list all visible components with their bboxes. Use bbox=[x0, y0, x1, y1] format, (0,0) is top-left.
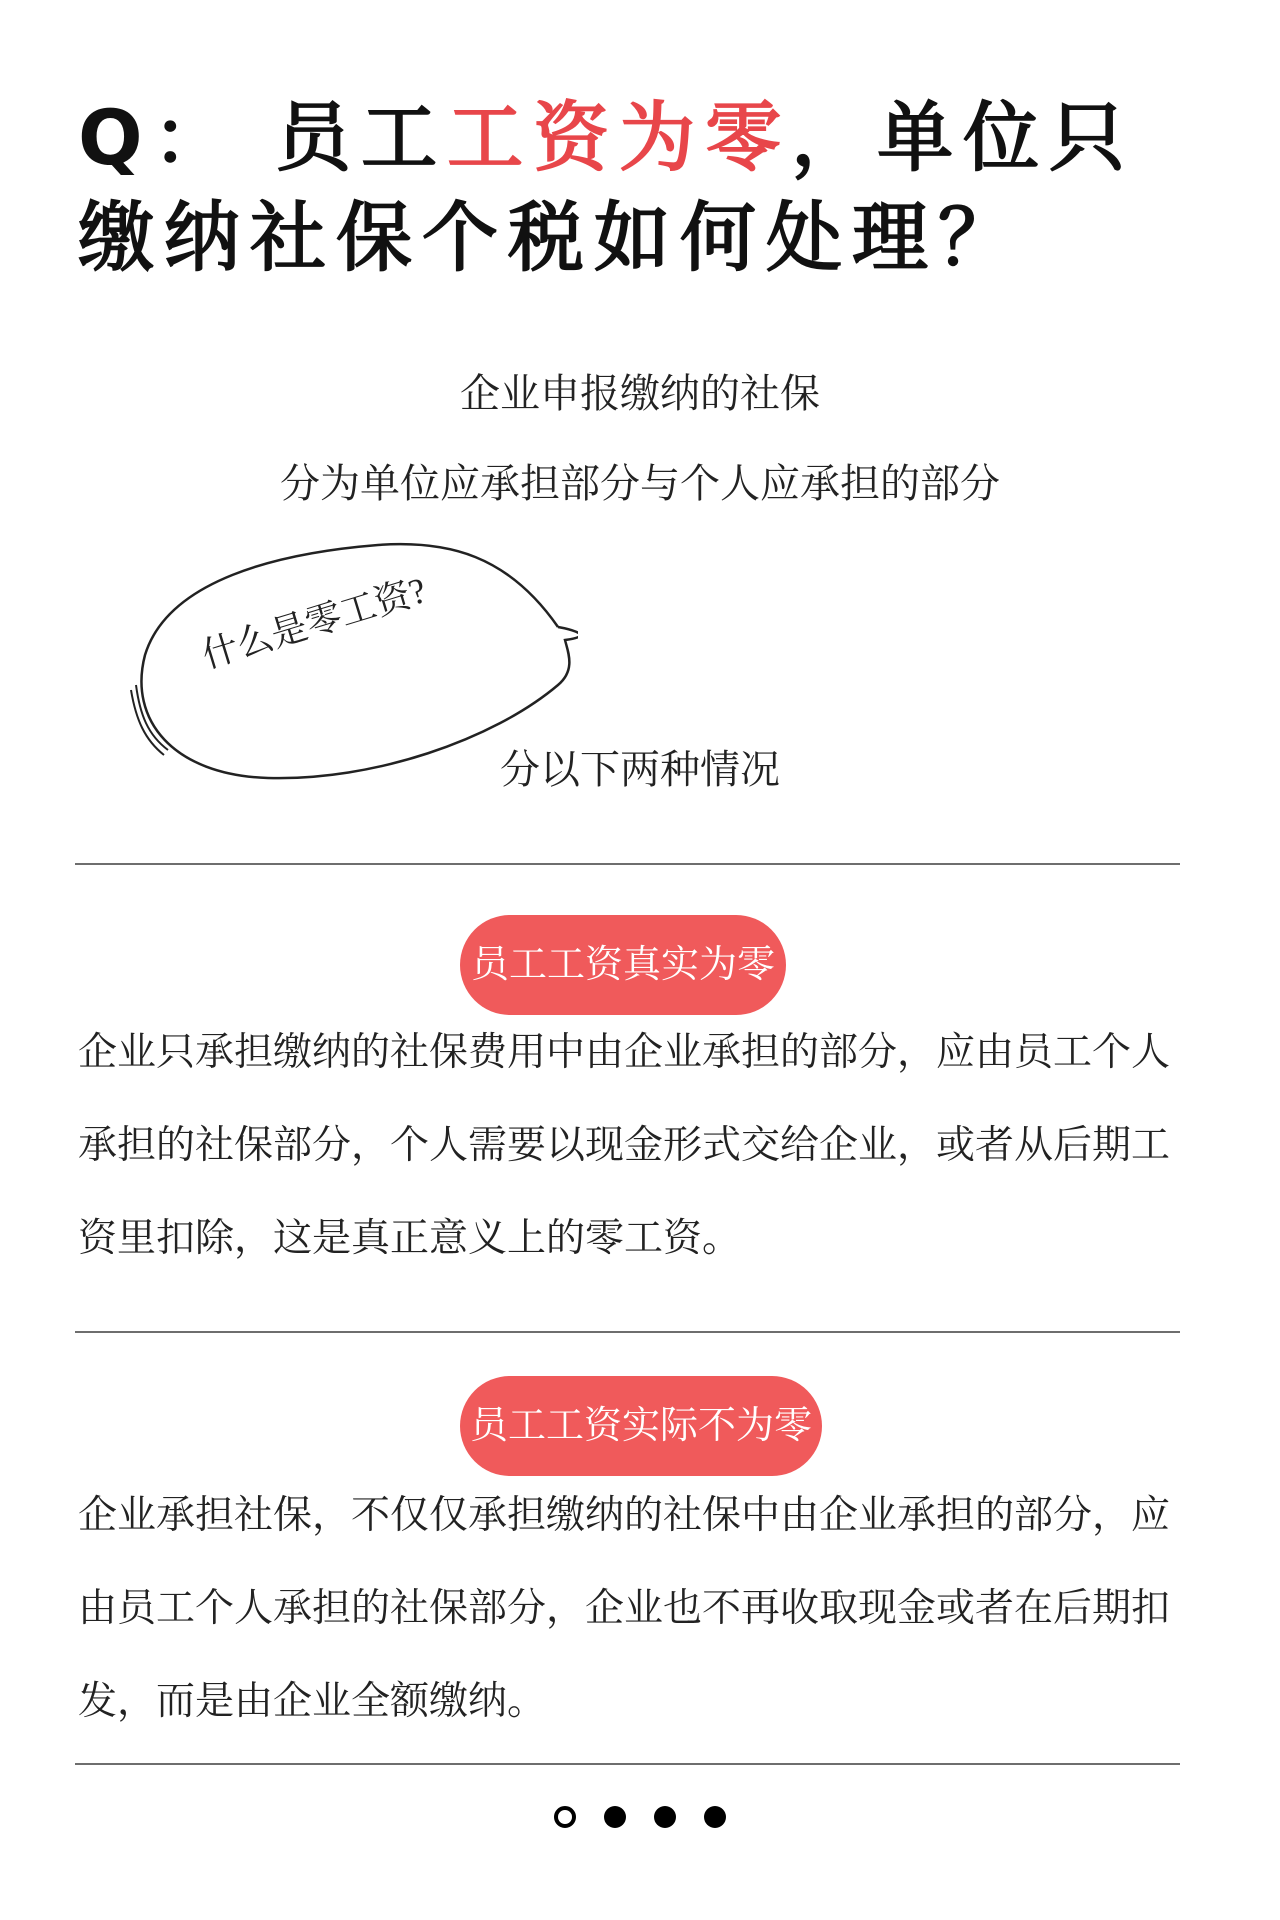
pagination-dot[interactable] bbox=[654, 1806, 676, 1828]
pagination-dot[interactable] bbox=[604, 1806, 626, 1828]
intro-line-1: 企业申报缴纳的社保 bbox=[460, 371, 820, 416]
pagination-dot-current[interactable] bbox=[554, 1806, 576, 1828]
bubble-text: 什么是零工资? bbox=[197, 569, 431, 676]
title-suffix: ，单位只缴纳社保个税如何处理？ bbox=[78, 93, 1136, 282]
title-prefix: Q： 员工 bbox=[78, 93, 448, 182]
title-highlight: 工资为零 bbox=[447, 93, 792, 182]
case2-label-badge: 员工工资实际不为零 bbox=[460, 1376, 822, 1476]
case2-paragraph: 企业承担社保，不仅仅承担缴纳的社保中由企业承担的部分，应由员工个人承担的社保部分，企业也不再收取现金或者在后期扣发，而是由企业全额缴纳。 bbox=[78, 1494, 1171, 1723]
case1-paragraph: 企业只承担缴纳的社保费用中由企业承担的部分，应由员工个人承担的社保部分，个人需要以现金形式交给企业，或者从后期工资里扣除，这是真正意义上的零工资。 bbox=[78, 1031, 1171, 1260]
cases-intro: 分以下两种情况 bbox=[500, 747, 780, 792]
intro-line-2: 分为单位应承担部分与个人应承担的部分 bbox=[280, 461, 1000, 506]
case1-label-badge: 员工工资真实为零 bbox=[460, 915, 786, 1015]
divider bbox=[75, 863, 1180, 865]
pagination-dots bbox=[0, 1806, 1280, 1828]
pagination-dot[interactable] bbox=[704, 1806, 726, 1828]
divider bbox=[75, 1763, 1180, 1765]
page-title bbox=[78, 88, 1208, 288]
divider bbox=[75, 1331, 1180, 1333]
